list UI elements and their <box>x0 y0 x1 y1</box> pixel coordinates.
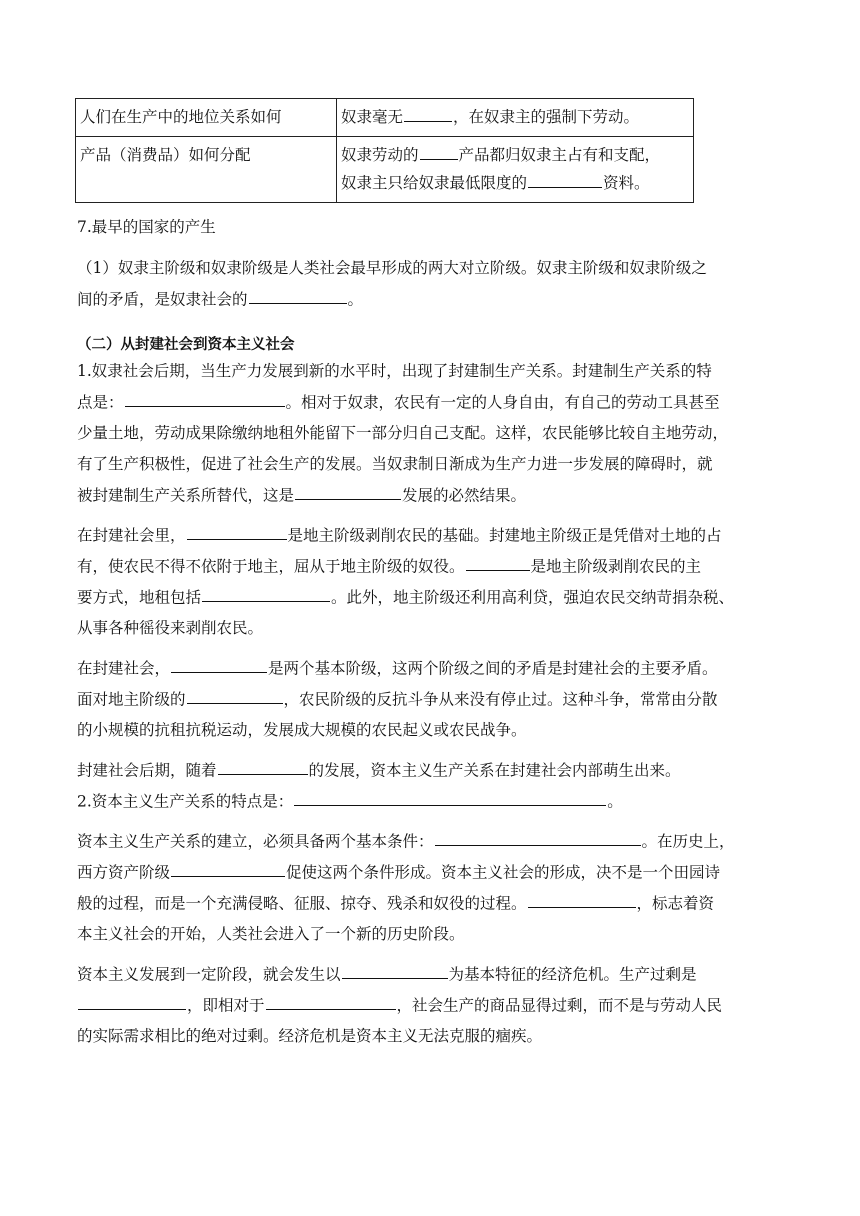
text-line <box>77 523 722 547</box>
text-run: 点是： <box>77 393 124 412</box>
text-line <box>77 554 701 578</box>
table-row <box>76 99 694 137</box>
text-run: 7.最早的国家的产生 <box>77 218 216 236</box>
text-run: 奴隶毫无 <box>341 108 404 126</box>
text-run: ，社会生产的商品显得过剩，而不是与劳动人民 <box>396 996 723 1015</box>
fill-in-blank[interactable] <box>466 554 530 571</box>
text-line <box>77 483 526 507</box>
text-run: ，标志着资 <box>636 894 715 913</box>
text-run: （二）从封建社会到资本主义社会 <box>77 337 295 353</box>
fill-in-blank[interactable] <box>187 687 283 704</box>
fill-in-blank[interactable] <box>435 829 641 846</box>
text-run: 。此外，地主阶级还利用高利贷，强迫农民交纳苛捐杂税、 <box>331 588 735 607</box>
text-run: 产品都归奴隶主占有和支配， <box>458 146 661 164</box>
text-run: 在封建社会， <box>77 659 171 678</box>
text-run: 促使这两个条件形成。资本主义社会的形成，决不是一个田园诗 <box>286 863 721 882</box>
text-line <box>77 829 735 853</box>
text-run: 奴隶劳动的 <box>341 146 419 164</box>
fill-in-blank[interactable] <box>78 993 186 1010</box>
text-run: 有，使农民不得不依附于地主，屈从于地主阶级的奴役。 <box>77 557 465 576</box>
text-run: 面对地主阶级的 <box>77 690 186 709</box>
text-run: 在封建社会里， <box>77 526 186 545</box>
text-run: 是两个基本阶级，这两个阶级之间的矛盾是封建社会的主要矛盾。 <box>268 659 718 678</box>
text-line <box>77 687 718 711</box>
table-cell-content <box>337 99 694 137</box>
text-run: 是地主阶级剥削农民的基础。封建地主阶级正是凭借对土地的占 <box>287 526 722 545</box>
text-line <box>77 656 718 680</box>
fill-in-blank[interactable] <box>342 962 448 979</box>
text-run: 是地主阶级剥削农民的主 <box>530 557 702 576</box>
text-run: 有了生产积极性，促进了社会生产的发展。当奴隶制日渐成为生产力进一步发展的障碍时，就 <box>77 455 713 473</box>
fill-in-blank[interactable] <box>171 656 267 673</box>
fill-in-blank[interactable] <box>218 758 308 775</box>
text-line <box>77 585 734 609</box>
text-line <box>77 1024 542 1048</box>
text-line <box>77 215 216 239</box>
text-run: ，在奴隶主的强制下劳动。 <box>453 108 640 126</box>
text-line <box>77 860 720 884</box>
fill-in-blank[interactable] <box>404 105 452 122</box>
text-run: 要方式，地租包括 <box>77 588 202 607</box>
text-run: 。在历史上， <box>641 832 735 851</box>
text-run: 的小规模的抗租抗税运动，发展成大规模的农民起义或农民战争。 <box>77 721 527 739</box>
fill-in-blank[interactable] <box>187 523 287 540</box>
text-line <box>77 359 712 383</box>
text-run: 西方资产阶级 <box>77 863 171 882</box>
text-run: 为基本特征的经济危机。生产过剩是 <box>448 965 697 984</box>
text-line <box>77 758 681 782</box>
text-run: 1.奴隶社会后期，当生产力发展到新的水平时，出现了封建制生产关系。封建制生产关系的特 <box>77 362 712 380</box>
text-line <box>77 891 714 915</box>
text-line <box>77 256 707 280</box>
text-line <box>77 390 720 414</box>
text-run: 封建社会后期，随着 <box>77 761 217 780</box>
relations-table <box>75 98 694 203</box>
text-run: 资本主义发展到一定阶段，就会发生以 <box>77 965 341 984</box>
text-run: 本主义社会的开始，人类社会进入了一个新的历史阶段。 <box>77 925 465 943</box>
text-run: 。相对于奴隶，农民有一定的人身自由，有自己的劳动工具甚至 <box>285 393 720 412</box>
section-heading <box>77 333 295 357</box>
table-cell-label: 产品（消费品）如何分配 <box>76 137 337 203</box>
text-run: 资本主义生产关系的建立，必须具备两个基本条件： <box>77 832 434 851</box>
table-cell-label: 人们在生产中的地位关系如何 <box>76 99 337 137</box>
table-cell-content <box>337 137 694 203</box>
text-run: 般的过程，而是一个充满侵略、征服、掠夺、残杀和奴役的过程。 <box>77 894 527 913</box>
text-run: ，农民阶级的反抗斗争从来没有停止过。这种斗争，常常由分散 <box>283 690 718 709</box>
fill-in-blank[interactable] <box>171 860 285 877</box>
text-line <box>77 452 713 476</box>
table-row <box>76 137 694 203</box>
text-line <box>77 962 697 986</box>
text-line <box>77 421 728 445</box>
text-run: 少量土地，劳动成果除缴纳地租外能留下一部分归自己支配。这样，农民能够比较自主地劳动， <box>77 424 729 442</box>
fill-in-blank[interactable] <box>294 789 606 806</box>
text-run: 间的矛盾，是奴隶社会的 <box>77 290 248 309</box>
text-run: 的发展，资本主义生产关系在封建社会内部萌生出来。 <box>308 761 681 780</box>
text-run: ，即相对于 <box>187 996 265 1015</box>
text-run: （1）奴隶主阶级和奴隶阶级是人类社会最早形成的两大对立阶级。奴隶主阶级和奴隶阶级之 <box>77 259 707 277</box>
fill-in-blank[interactable] <box>528 891 636 908</box>
text-run: 从事各种徭役来剥削农民。 <box>77 619 264 637</box>
text-line <box>77 287 363 311</box>
text-run: 奴隶主只给奴隶最低限度的 <box>341 174 528 192</box>
fill-in-blank[interactable] <box>295 483 401 500</box>
fill-in-blank[interactable] <box>202 585 330 602</box>
fill-in-blank[interactable] <box>125 390 285 407</box>
text-run: 。 <box>347 290 364 309</box>
text-line <box>77 789 623 813</box>
text-run: 。 <box>607 792 623 811</box>
text-line <box>77 922 465 946</box>
text-line <box>77 616 263 640</box>
text-run: 发展的必然结果。 <box>402 486 527 505</box>
text-line <box>77 993 722 1017</box>
text-line <box>77 718 527 742</box>
text-run: 资料。 <box>603 174 650 192</box>
text-run: 的实际需求相比的绝对过剩。经济危机是资本主义无法克服的痼疾。 <box>77 1027 543 1045</box>
fill-in-blank[interactable] <box>528 171 602 188</box>
fill-in-blank[interactable] <box>249 287 347 304</box>
text-run: 2.资本主义生产关系的特点是： <box>77 792 294 811</box>
fill-in-blank[interactable] <box>420 143 458 160</box>
text-run: 被封建制生产关系所替代，这是 <box>77 486 295 505</box>
fill-in-blank[interactable] <box>266 993 396 1010</box>
